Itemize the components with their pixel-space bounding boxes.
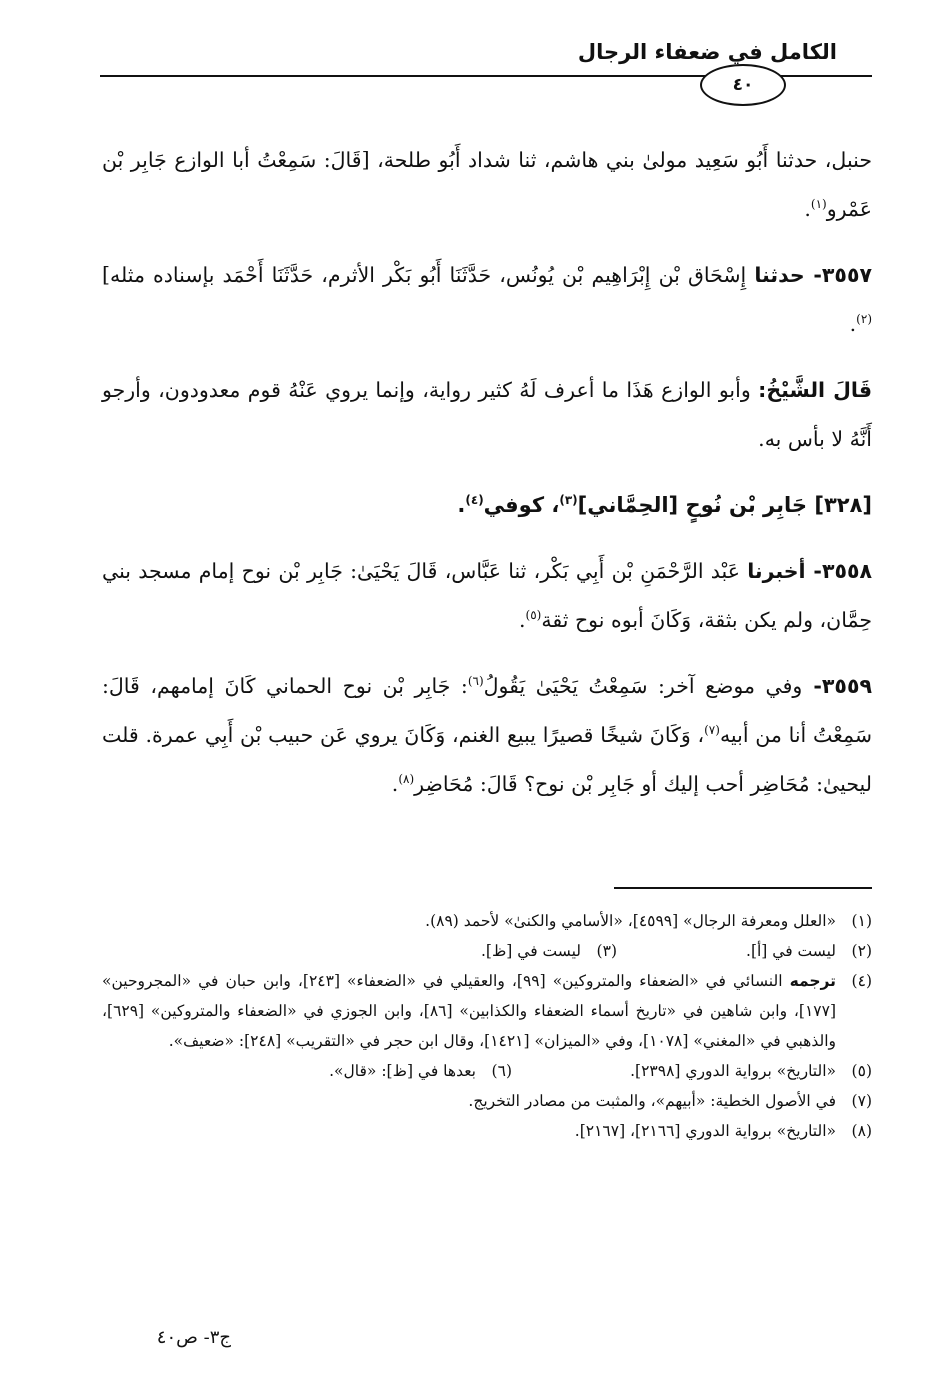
footnote-number: (١) bbox=[851, 912, 872, 930]
hadith-number: ٣٥٥٩- bbox=[802, 674, 872, 698]
footnote-lead-word: ترجمه bbox=[789, 972, 837, 990]
hadith-number: ٣٥٥٨- bbox=[805, 559, 872, 583]
entry-heading-origin: ، كوفي bbox=[483, 493, 560, 517]
paragraph-3559-text-b: : جَابِر بْن نوح الحماني كَانَ إمامهم، قَالَ: سَمِعْتُ أنا من أبيه bbox=[102, 674, 872, 747]
entry-heading bbox=[102, 481, 872, 530]
paragraph-3558-text: عَبْد الرَّحْمَنِ بْن أَبِي بَكْر، ثنا عَبَّاس، قَالَ يَحْيَىٰ: جَابِر بْن نوح إمام مسجد بني حِمَّان، ولم يكن بثقة، وَكَانَ أبوه نوح ثقة bbox=[102, 559, 872, 632]
footnote-ref-4: (٤) bbox=[465, 493, 484, 507]
footnote-ref-8: (٨) bbox=[398, 772, 415, 787]
footnote-rule bbox=[614, 887, 872, 889]
footnote-text: ليست في [أ]. bbox=[746, 942, 836, 960]
period: . bbox=[849, 312, 857, 336]
paragraph-1-text: حنبل، حدثنا أَبُو سَعِيد مولىٰ بني هاشم، ثنا شداد أَبُو طلحة، [قَالَ: سَمِعْتُ أبا الوازع جَابِر بْن عَمْرو bbox=[102, 148, 872, 221]
paragraph-3559-text-a: وفي موضع آخر: سَمِعْتُ يَحْيَىٰ يَقُولُ bbox=[483, 674, 803, 698]
period: . bbox=[804, 197, 811, 221]
footnote-number: (٥) bbox=[851, 1062, 872, 1080]
footnote-ref-2: (٢) bbox=[856, 312, 872, 327]
footnote-5 bbox=[512, 1056, 872, 1086]
footnote-number: (٤) bbox=[851, 972, 872, 990]
footnotes bbox=[102, 906, 872, 1146]
footnote-2 bbox=[617, 936, 872, 966]
sheikh-comment-text: وأبو الوازع هَذَا ما أعرف لَهُ كثير رواية، وإنما يروي عَنْهُ قوم معدودون، وأرجو أَنَّهُ لا بأس به. bbox=[102, 378, 872, 451]
footnote-body: النسائي في «الضعفاء والمتروكين» [٩٩]، والعقيلي في «الضعفاء» [٢٤٣]، وابن حبان في «المجروحين» [١٧٧]، وابن شاهين في «تاريخ أسماء الضعفاء والكذابين» [٨٦]، وابن الجوزي في «الضعفاء والمتروكين» [٦٢٩]، والذهبي في «المغني» [١٠٧٨]، وفي «الميزان» [١٤٢١]، وقال ابن حجر في «التقريب» [٢٤٨]: «ضعيف». bbox=[102, 972, 836, 1050]
footnote-text bbox=[102, 966, 836, 1056]
paragraph-3557 bbox=[102, 251, 872, 349]
footnote-text: «التاريخ» برواية الدوري [٢٣٩٨]. bbox=[630, 1062, 836, 1080]
running-title: الكامل في ضعفاء الرجال bbox=[577, 40, 837, 64]
footnote-row-2-3 bbox=[102, 936, 872, 966]
hadith-number: ٣٥٥٧- bbox=[804, 263, 872, 287]
period: . bbox=[391, 772, 399, 796]
entry-heading-name: [٣٢٨] جَابِر بْن نُوحٍ [الحِمَّاني] bbox=[577, 493, 872, 517]
transmission-word: أخبرنا bbox=[747, 559, 806, 583]
footnote-1 bbox=[102, 906, 872, 936]
footnote-text: «العلل ومعرفة الرجال» [٤٥٩٩]، «الأسامي والكنىٰ» لأحمد (٨٩). bbox=[425, 912, 836, 930]
footnote-ref-7: (٧) bbox=[704, 723, 720, 738]
paragraph-3559 bbox=[102, 662, 872, 809]
volume-page-marker: ج٣- ص٤٠ bbox=[156, 1327, 231, 1348]
footnote-7 bbox=[102, 1086, 872, 1116]
footnote-4 bbox=[102, 966, 872, 1056]
paragraph-3558 bbox=[102, 547, 872, 645]
footnote-text: في الأصول الخطية: «أبيهم»، والمثبت من مصادر التخريج. bbox=[468, 1092, 836, 1110]
page-number-oval bbox=[700, 64, 786, 106]
footnote-number: (٨) bbox=[851, 1122, 872, 1140]
main-text bbox=[102, 136, 872, 826]
footnote-number: (٦) bbox=[491, 1062, 512, 1080]
footnote-ref-1: (١) bbox=[810, 197, 827, 212]
page-number: ٤٠ bbox=[732, 75, 754, 95]
footnote-number: (٧) bbox=[851, 1092, 872, 1110]
period: . bbox=[519, 608, 526, 632]
footnote-text: ليست في [ظ]. bbox=[481, 942, 581, 960]
footnote-ref-3: (٣) bbox=[559, 493, 578, 507]
footnote-row-5-6 bbox=[102, 1056, 872, 1086]
footnote-3 bbox=[362, 936, 617, 966]
footnote-number: (٢) bbox=[851, 942, 872, 960]
paragraph-3557-text: إِسْحَاق بْن إِبْرَاهِيم بْن يُونُس، حَدَّثَنَا أَبُو بَكْر الأثرم، حَدَّثَنَا أَحْمَد بإسناده مثله] bbox=[102, 263, 755, 287]
sheikh-label: قَالَ الشَّيْخُ: bbox=[758, 378, 872, 402]
sheikh-comment bbox=[102, 366, 872, 464]
footnote-8 bbox=[102, 1116, 872, 1146]
transmission-word: حدثنا bbox=[754, 263, 805, 287]
footnote-ref-6: (٦) bbox=[467, 674, 484, 689]
footnote-6 bbox=[212, 1056, 512, 1086]
footnote-text: «التاريخ» برواية الدوري [٢١٦٦]، [٢١٦٧]. bbox=[574, 1122, 836, 1140]
period: . bbox=[457, 493, 466, 517]
footnote-text: بعدها في [ظ]: «قال». bbox=[329, 1062, 476, 1080]
paragraph-3559-text-c: ، وَكَانَ شيخًا قصيرًا يبيع الغنم، وَكَانَ يروي عَن حبيب بْن أَبِي عمرة. قلت ليحيىٰ: مُحَاضِر أحب إليك أو جَابِر بْن نوح؟ قَالَ: مُحَاضِر bbox=[102, 723, 872, 796]
footnote-ref-5: (٥) bbox=[525, 608, 542, 623]
footnote-number: (٣) bbox=[596, 942, 617, 960]
paragraph-1 bbox=[102, 136, 872, 234]
